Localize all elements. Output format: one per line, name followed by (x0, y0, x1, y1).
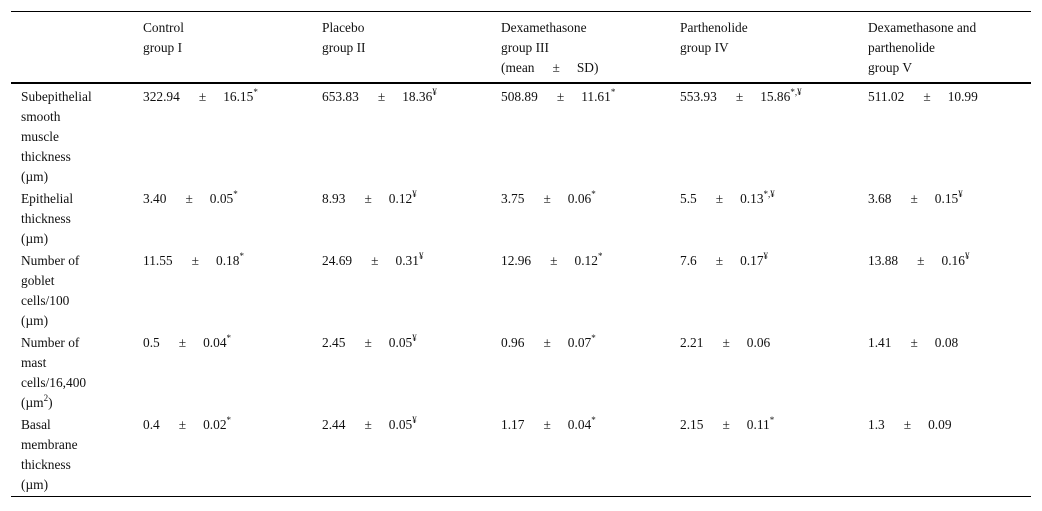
value-cell (868, 189, 1028, 209)
plus-minus-symbol: ± (923, 89, 931, 104)
mean-value: 0.5 (143, 335, 160, 350)
mean-value: 553.93 (680, 89, 717, 104)
row-label-line: (µm) (21, 231, 49, 246)
mean-sd-value (143, 335, 231, 350)
value-cell (868, 87, 1028, 107)
value-cell (680, 415, 865, 435)
row-label-line: muscle (21, 129, 59, 144)
row-label (21, 415, 131, 495)
mean-sd-value (501, 191, 596, 206)
sd-value: 0.11 (746, 417, 770, 432)
plus-minus-symbol: ± (903, 417, 912, 432)
mean-sd-value (680, 417, 774, 432)
header-line: Dexamethasone (501, 20, 587, 35)
header-line: group III (501, 40, 549, 55)
header-control-group (143, 18, 313, 58)
mean-sd-value (868, 335, 958, 350)
value-cell (501, 251, 671, 271)
value-cell (322, 333, 492, 353)
significance-marker: * (591, 415, 596, 425)
sd-value: 0.17 (740, 253, 764, 268)
header-parthenolide-group (680, 18, 865, 58)
value-cell (501, 333, 671, 353)
mean-value: 0.4 (143, 417, 160, 432)
mean-sd-value (680, 253, 768, 268)
plus-minus-symbol: ± (178, 417, 187, 432)
table-body (11, 84, 1031, 496)
sd-value: 0.16 (941, 253, 965, 268)
unit-exponent: 2 (43, 393, 49, 403)
plus-minus-symbol: ± (364, 335, 372, 350)
row-label-line: goblet (21, 273, 55, 288)
table-row (11, 186, 1031, 248)
plus-minus-symbol: ± (556, 89, 565, 104)
unit-close: ) (48, 395, 53, 410)
plus-minus-symbol: ± (552, 60, 560, 75)
row-label-line: thickness (21, 149, 71, 164)
significance-marker: * (610, 87, 616, 97)
mean-value: 0.96 (501, 335, 525, 350)
significance-marker: *,¥ (763, 189, 775, 199)
mean-value: 3.40 (143, 191, 167, 206)
mean-value: 1.17 (501, 417, 525, 432)
mean-sd-value (143, 191, 238, 206)
significance-marker: ¥ (964, 251, 970, 261)
sd-value: 15.86 (760, 89, 791, 104)
mean-value: 5.5 (680, 191, 697, 206)
mean-value: 3.68 (868, 191, 892, 206)
significance-marker: ¥ (412, 333, 417, 343)
significance-marker: ¥ (432, 87, 437, 97)
plus-minus-symbol: ± (910, 335, 918, 350)
header-line: Parthenolide (680, 20, 748, 35)
header-line: group V (868, 60, 913, 75)
sd-value: 0.06 (746, 335, 771, 350)
mean-value: 3.75 (501, 191, 525, 206)
mean-sd-value (868, 191, 963, 206)
sd-value: 0.18 (216, 253, 240, 268)
header-line: group IV (680, 40, 729, 55)
mean-sd-value (680, 89, 802, 104)
plus-minus-symbol: ± (371, 253, 379, 268)
row-label-line: Subepithelial (21, 89, 92, 104)
row-label-line: (µm) (21, 169, 49, 184)
table-row (11, 330, 1031, 412)
plus-minus-symbol: ± (198, 89, 207, 104)
data-table (11, 11, 1031, 497)
significance-marker: * (253, 87, 258, 97)
significance-marker: ¥ (958, 189, 963, 199)
unit-text: (µm (21, 395, 44, 410)
row-label-line: mast (21, 355, 47, 370)
plus-minus-symbol: ± (178, 335, 187, 350)
mean-value: 11.55 (143, 253, 173, 268)
sd-value: 0.04 (203, 335, 227, 350)
significance-marker: * (226, 333, 232, 343)
row-label-line: Epithelial (21, 191, 74, 206)
sd-value: 0.05 (388, 335, 413, 350)
table-row (11, 248, 1031, 330)
header-line: group II (322, 40, 366, 55)
header-dexamethasone-group (501, 18, 671, 78)
mean-value: 8.93 (322, 191, 346, 206)
value-cell (868, 251, 1028, 271)
mean-sd-value (322, 417, 417, 432)
value-cell (322, 87, 492, 107)
sd-value: 10.99 (947, 89, 978, 104)
row-label-line: smooth (21, 109, 61, 124)
mean-sd-value (868, 89, 978, 104)
plus-minus-symbol: ± (722, 335, 730, 350)
sd-value: 0.31 (395, 253, 419, 268)
row-label-line (21, 393, 131, 413)
mean-sd-value (322, 191, 417, 206)
mean-value: 1.3 (868, 417, 885, 432)
mean-value: 1.41 (868, 335, 892, 350)
mean-value: 2.44 (322, 417, 346, 432)
sd-value: 0.07 (567, 335, 592, 350)
header-line: parthenolide (868, 40, 935, 55)
significance-marker: * (591, 333, 596, 343)
plus-minus-symbol: ± (364, 191, 372, 206)
mean-sd-value (143, 417, 231, 432)
value-cell (322, 251, 492, 271)
sd-value: 18.36 (402, 89, 433, 104)
row-label (21, 189, 131, 249)
row-label (21, 251, 131, 331)
mean-sd-value (501, 253, 602, 268)
row-label-line: cells/100 (21, 293, 70, 308)
table-row (11, 412, 1031, 496)
mean-value: 511.02 (868, 89, 905, 104)
plus-minus-symbol: ± (364, 417, 372, 432)
value-cell (501, 189, 671, 209)
plus-minus-symbol: ± (910, 191, 918, 206)
plus-minus-symbol: ± (377, 89, 386, 104)
mean-value: 7.6 (680, 253, 697, 268)
value-cell (868, 333, 1028, 353)
mean-value: 2.21 (680, 335, 704, 350)
header-line: Control (143, 20, 184, 35)
row-label-line: Basal (21, 417, 51, 432)
value-cell (143, 87, 313, 107)
row-label-line: membrane (21, 437, 78, 452)
value-cell (322, 189, 492, 209)
significance-marker: * (591, 189, 596, 199)
sd-value: 0.02 (203, 417, 227, 432)
header-combination-group (868, 18, 1028, 78)
plus-minus-symbol: ± (543, 191, 551, 206)
mean-sd-value (501, 417, 596, 432)
plus-minus-symbol: ± (543, 417, 551, 432)
value-cell (322, 415, 492, 435)
row-label (21, 333, 131, 413)
header-placebo-group (322, 18, 492, 58)
sd-value: 0.05 (388, 417, 413, 432)
mean-value: 12.96 (501, 253, 532, 268)
row-label-line: Number of (21, 253, 80, 268)
sd-value: 0.04 (567, 417, 592, 432)
row-label-line: cells/16,400 (21, 375, 87, 390)
value-cell (143, 333, 313, 353)
significance-marker: ¥ (763, 251, 769, 261)
value-cell (680, 333, 865, 353)
mean-sd-value (322, 253, 423, 268)
plus-minus-symbol: ± (191, 253, 199, 268)
value-cell (143, 415, 313, 435)
plus-minus-symbol: ± (735, 89, 744, 104)
sd-value: 0.05 (209, 191, 234, 206)
sd-value: 0.15 (934, 191, 959, 206)
mean-value: 508.89 (501, 89, 538, 104)
row-label-line: (µm) (21, 477, 49, 492)
value-cell (501, 87, 671, 107)
sd-value: 0.08 (934, 335, 959, 350)
plus-minus-symbol: ± (715, 253, 724, 268)
sd-value: 0.13 (740, 191, 764, 206)
row-label-line: thickness (21, 211, 71, 226)
value-cell (680, 189, 865, 209)
mean-sd-value (322, 335, 417, 350)
table-row (11, 84, 1031, 186)
mean-sd-value (501, 335, 596, 350)
sd-value: 0.06 (567, 191, 592, 206)
mean-sd-value (501, 89, 615, 104)
value-cell (143, 251, 313, 271)
header-stat-note (501, 58, 671, 78)
mean-value: 2.15 (680, 417, 704, 432)
sd-value: 0.12 (574, 253, 598, 268)
plus-minus-symbol: ± (543, 335, 551, 350)
significance-marker: * (239, 251, 244, 261)
significance-marker: *,¥ (790, 87, 802, 97)
mean-value: 13.88 (868, 253, 899, 268)
significance-marker: * (769, 415, 775, 425)
row-label (21, 87, 131, 187)
mean-sd-value (680, 191, 775, 206)
row-label-line: thickness (21, 457, 71, 472)
plus-minus-symbol: ± (550, 253, 558, 268)
mean-value: 322.94 (143, 89, 180, 104)
value-cell (143, 189, 313, 209)
mean-sd-value (143, 253, 244, 268)
header-line: Placebo (322, 20, 365, 35)
plus-minus-symbol: ± (917, 253, 925, 268)
significance-marker: ¥ (412, 189, 417, 199)
mean-sd-value (680, 335, 770, 350)
table-header-row (11, 12, 1031, 82)
header-line: group I (143, 40, 183, 55)
plus-minus-symbol: ± (722, 417, 730, 432)
plus-minus-symbol: ± (185, 191, 193, 206)
sd-value: 0.12 (388, 191, 413, 206)
mean-value: 653.83 (322, 89, 359, 104)
sd-value: 11.61 (581, 89, 611, 104)
value-cell (680, 251, 865, 271)
row-label-line: Number of (21, 335, 80, 350)
sd-value: 16.15 (223, 89, 254, 104)
significance-marker: ¥ (418, 251, 424, 261)
row-label-line: (µm) (21, 313, 49, 328)
header-line: Dexamethasone and (868, 20, 977, 35)
stat-close: SD) (576, 60, 599, 75)
significance-marker: * (226, 415, 232, 425)
significance-marker: * (233, 189, 238, 199)
table-bottom-rule (11, 496, 1031, 497)
plus-minus-symbol: ± (715, 191, 724, 206)
significance-marker: ¥ (412, 415, 417, 425)
significance-marker: * (597, 251, 603, 261)
sd-value: 0.09 (928, 417, 952, 432)
value-cell (680, 87, 865, 107)
mean-value: 24.69 (322, 253, 353, 268)
mean-sd-value (868, 253, 969, 268)
mean-sd-value (322, 89, 437, 104)
mean-sd-value (143, 89, 258, 104)
value-cell (501, 415, 671, 435)
value-cell (868, 415, 1028, 435)
mean-sd-value (868, 417, 952, 432)
mean-value: 2.45 (322, 335, 346, 350)
stat-open: (mean (501, 60, 535, 75)
